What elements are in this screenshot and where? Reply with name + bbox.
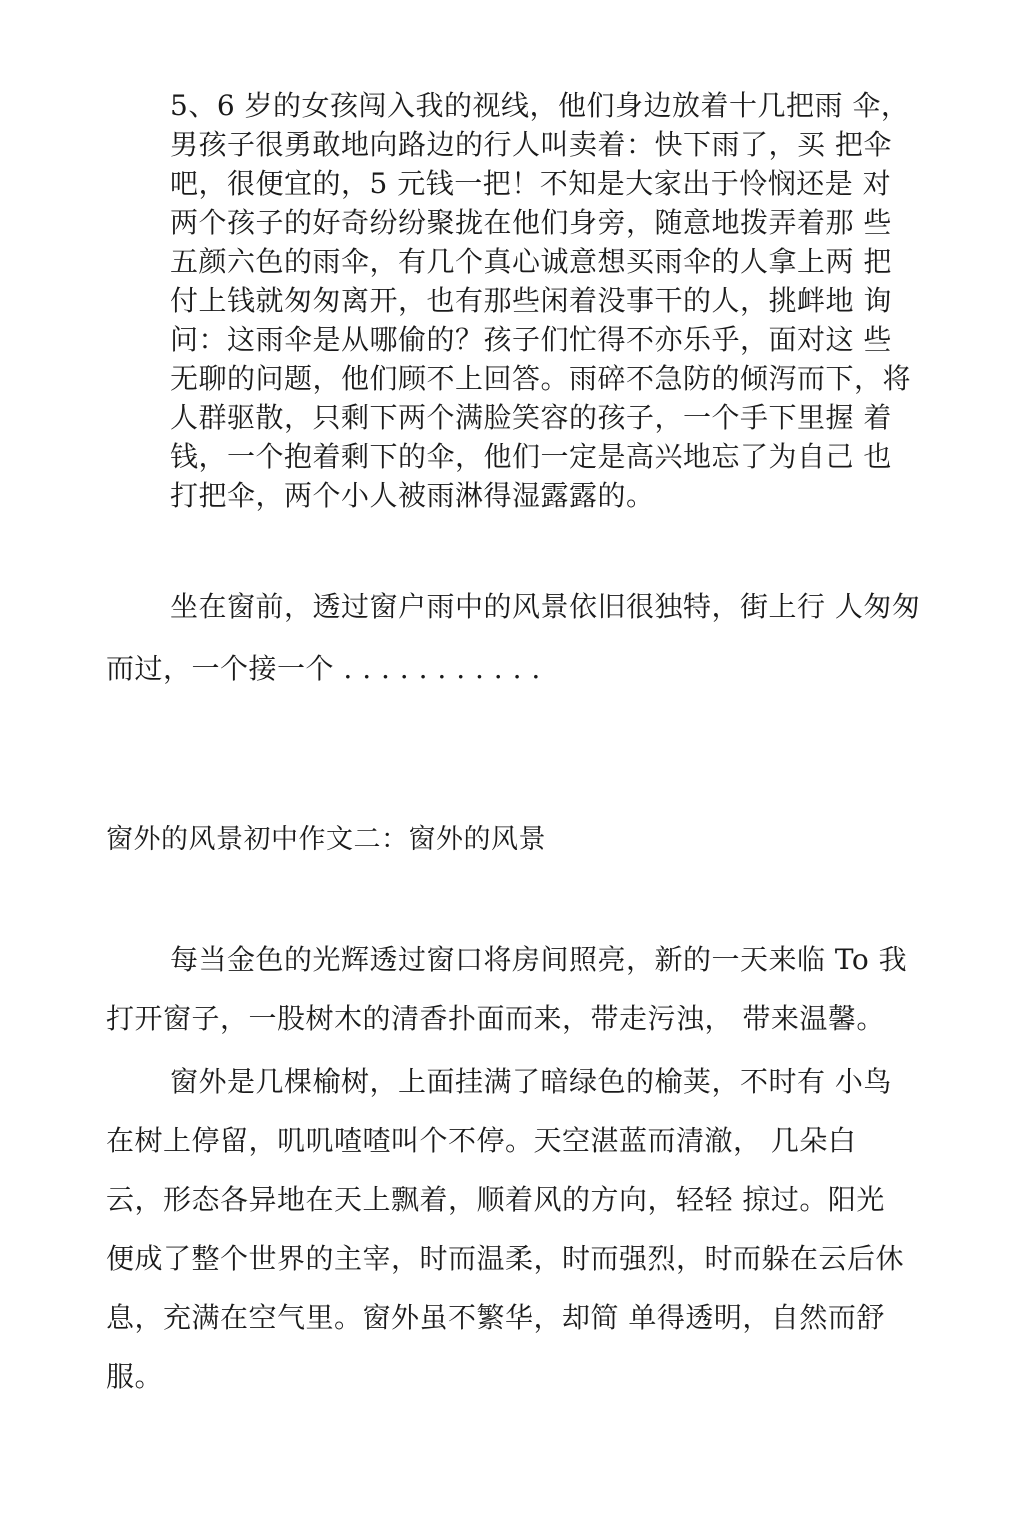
paragraph-3-line-1: 每当金色的光辉透过窗口将房间照亮，新的一天来临 To 我 bbox=[170, 943, 908, 976]
paragraph-4-line-4: 便成了整个世界的主宰，时而温柔，时而强烈，时而躲在云后休 bbox=[106, 1242, 905, 1275]
paragraph-4-line-2: 在树上停留，叽叽喳喳叫个不停。天空湛蓝而清澈， 几朵白 bbox=[106, 1124, 857, 1157]
paragraph-1-line-6: 付上钱就匆匆离开，也有那些闲着没事干的人，挑衅地 询 bbox=[170, 284, 892, 317]
paragraph-2-line-2: 而过，一个接一个 . . . . . . . . . . . bbox=[106, 652, 541, 685]
paragraph-1-line-8: 无聊的问题，他们顾不上回答。雨碎不急防的倾泻而下，将 bbox=[170, 362, 912, 395]
paragraph-1-line-4: 两个孩子的好奇纷纷聚拢在他们身旁，随意地拨弄着那 些 bbox=[170, 206, 892, 239]
paragraph-1-line-7: 问：这雨伞是从哪偷的？孩子们忙得不亦乐乎，面对这 些 bbox=[170, 323, 892, 356]
paragraph-4-line-6: 服。 bbox=[106, 1360, 164, 1393]
paragraph-1-line-3: 吧，很便宜的，5 元钱一把！不知是大家出于怜悯还是 对 bbox=[170, 167, 892, 200]
paragraph-1-line-11: 打把伞，两个小人被雨淋得湿露露的。 bbox=[170, 479, 655, 512]
paragraph-4-line-5: 息，充满在空气里。窗外虽不繁华，却简 单得透明，自然而舒 bbox=[106, 1301, 885, 1334]
paragraph-1-line-5: 五颜六色的雨伞，有几个真心诚意想买雨伞的人拿上两 把 bbox=[170, 245, 892, 278]
section-heading: 窗外的风景初中作文二：窗外的风景 bbox=[106, 824, 546, 855]
paragraph-3-line-2: 打开窗子，一股树木的清香扑面而来，带走污浊， 带来温馨。 bbox=[106, 1002, 885, 1035]
paragraph-4-line-1: 窗外是几棵榆树，上面挂满了暗绿色的榆荚，不时有 小鸟 bbox=[170, 1065, 892, 1098]
paragraph-1-line-10: 钱，一个抱着剩下的伞，他们一定是高兴地忘了为自己 也 bbox=[170, 440, 892, 473]
paragraph-2-line-1: 坐在窗前，透过窗户雨中的风景依旧很独特，街上行 人匆匆 bbox=[170, 590, 921, 623]
paragraph-1-line-1: 5、6 岁的女孩闯入我的视线，他们身边放着十几把雨 伞， bbox=[170, 89, 910, 122]
paragraph-1-line-2: 男孩子很勇敢地向路边的行人叫卖着：快下雨了，买 把伞 bbox=[170, 128, 892, 161]
paragraph-4-line-3: 云，形态各异地在天上飘着，顺着风的方向，轻轻 掠过。阳光 bbox=[106, 1183, 885, 1216]
paragraph-1-line-9: 人群驱散，只剩下两个满脸笑容的孩子，一个手下里握 着 bbox=[170, 401, 892, 434]
